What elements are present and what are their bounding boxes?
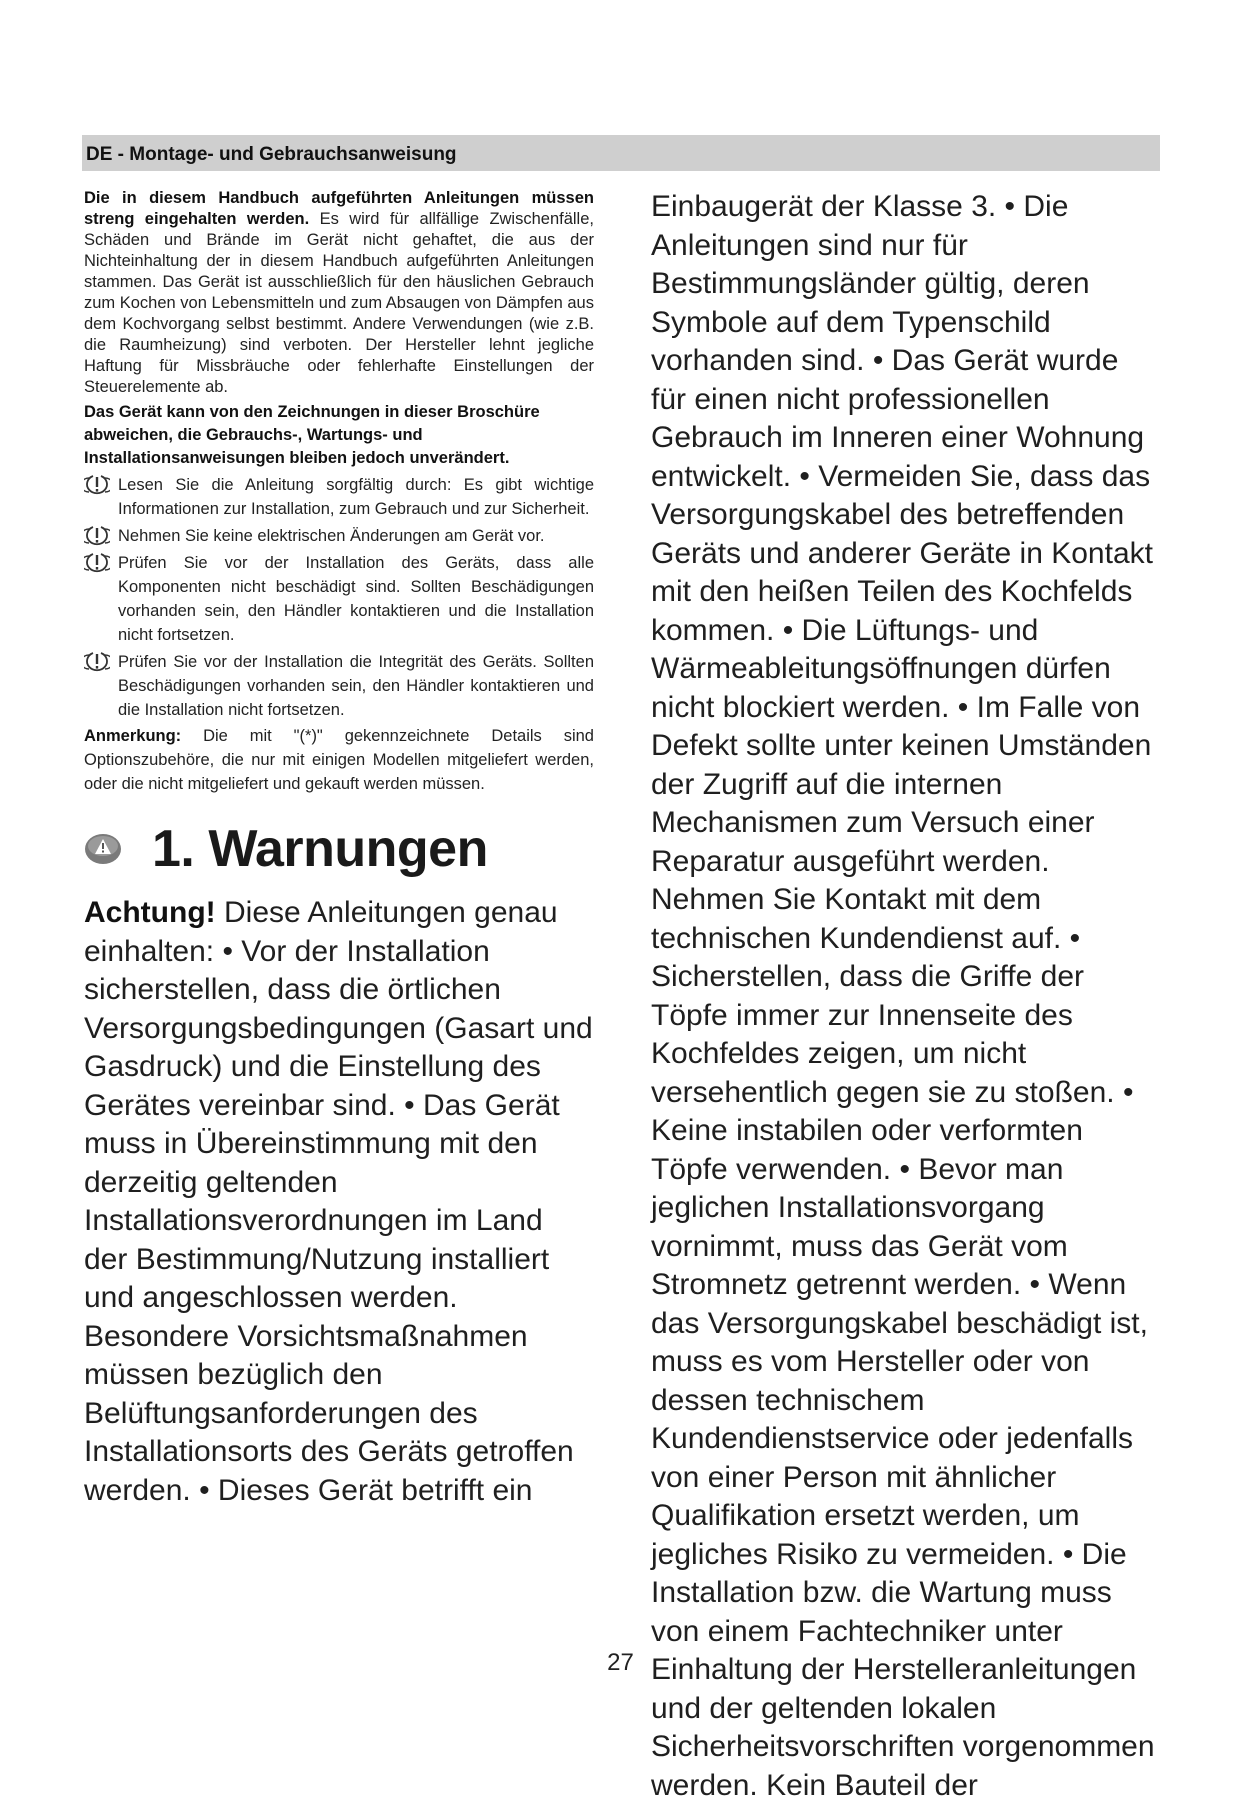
warning-text: Lesen Sie die Anleitung sorgfältig durch: Es gibt wichtige Informationen zur Installation, zum Gebrauch und zur Sicherheit. <box>118 476 594 518</box>
warning-item <box>84 473 594 521</box>
warning-item <box>84 551 594 647</box>
warnings-left-text: Diese Anleitungen genau einhalten: • Vor der Installation sicherstellen, dass die örtlichen Versorgungsbedingungen (Gasart und Gasdruck) und die Einstellung des Gerätes vereinbar sind. • Das Gerät muss in Übereinstimmung mit den derzeitig geltenden Installationsverordnungen im Land der Bestimmung/Nutzung installiert und angeschlossen werden. Besondere Vorsichtsmaßnahmen müssen bezüglich den Belüftungsanforderungen des Installationsorts des Geräts getroffen werden. • Dieses Gerät betrifft ein <box>84 896 593 1507</box>
caution-icon <box>84 525 110 547</box>
warning-text: Prüfen Sie vor der Installation des Geräts, dass alle Komponenten nicht beschädigt sind. Sollten Beschädigungen vorhanden sein, den Händler kontaktieren und die Installation nicht fortsetzen. <box>118 554 594 644</box>
attention-lead: Achtung! <box>84 896 216 929</box>
caution-icon <box>84 474 110 496</box>
intro-text: Es wird für allfällige Zwischenfälle, Schäden und Brände im Gerät nicht gehaftet, die aus der Nichteinhaltung der in diesem Handbuch aufgeführten Anleitungen stammen. Das Gerät ist ausschließlich für den häuslichen Gebrauch zum Kochen von Lebensmitteln und zum Absaugen von Dämpfen aus dem Kochvorgang selbst bestimmt. Andere Verwendungen (wie z.B. die Raumheizung) sind verboten. Der Hersteller lehnt jegliche Haftung für Missbräuche oder fehlerhafte Einstellungen der Steuerelemente ab. <box>84 210 594 396</box>
header-title: DE - Montage- und Gebrauchsanweisung <box>86 144 457 165</box>
caution-icon <box>84 552 110 574</box>
section-header-bar <box>82 135 1160 171</box>
note-label: Anmerkung: <box>84 727 182 745</box>
drawings-notice: Das Gerät kann von den Zeichnungen in dieser Broschüre abweichen, die Gebrauchs-, Wartungs- und Installationsanweisungen bleiben jedoch unverändert. <box>84 403 540 467</box>
note-paragraph <box>84 724 594 796</box>
intro-paragraph <box>84 188 594 398</box>
intro-bold-lead: Die in diesem Handbuch aufgeführten Anleitungen müssen streng eingehalten werden. <box>84 189 594 228</box>
section-heading <box>84 812 594 886</box>
warning-item <box>84 524 594 548</box>
section-title: 1. Warnungen <box>152 820 488 878</box>
right-column <box>651 188 1161 1805</box>
left-column <box>84 188 594 1510</box>
warnings-body-left <box>84 894 594 1510</box>
warning-text: Nehmen Sie keine elektrischen Änderungen am Gerät vor. <box>118 527 545 545</box>
page-number: 27 <box>607 1649 634 1676</box>
warning-triangle-icon <box>84 830 122 868</box>
warning-item <box>84 650 594 722</box>
warnings-body-right: Einbaugerät der Klasse 3. • Die Anleitungen sind nur für Bestimmungsländer gültig, deren Symbole auf dem Typenschild vorhanden sind. • Das Gerät wurde für einen nicht professionellen Gebrauch im Inneren einer Wohnung entwickelt. • Vermeiden Sie, dass das Versorgungskabel des betreffenden Geräts und anderer Geräte in Kontakt mit den heißen Teilen des Kochfelds kommen. • Die Lüftungs- und Wärmeableitungsöffnungen dürfen nicht blockiert werden. • Im Falle von Defekt sollte unter keinen Umständen der Zugriff auf die internen Mechanismen zum Versuch einer Reparatur ausgeführt werden. Nehmen Sie Kontakt mit dem technischen Kundendienst auf. • Sicherstellen, dass die Griffe der Töpfe immer zur Innenseite des Kochfeldes zeigen, um nicht versehentlich gegen sie zu stoßen. • Keine instabilen oder verformten Töpfe verwenden. • Bevor man jeglichen Installationsvorgang vornimmt, muss das Gerät vom Stromnetz getrennt werden. • Wenn das Versorgungskabel beschädigt ist, muss es vom Hersteller oder von dessen technischem Kundendienstservice oder jedenfalls von einer Person mit ähnlicher Qualifikation ersetzt werden, um jegliches Risiko zu vermeiden. • Die Installation bzw. die Wartung muss von einem Fachtechniker unter Einhaltung der Herstelleranleitungen und der geltenden lokalen Sicherheitsvorschriften vorgenommen werden. Kein Bauteil der <box>651 190 1155 1802</box>
note-text: Die mit "(*)" gekennzeichnete Details sind Optionszubehöre, die nur mit einigen Modellen mitgeliefert werden, oder die nicht mitgeliefert und gekauft werden müssen. <box>84 727 594 793</box>
caution-icon <box>84 651 110 673</box>
warning-text: Prüfen Sie vor der Installation die Integrität des Geräts. Sollten Beschädigungen vorhanden sein, den Händler kontaktieren und die Installation nicht fortsetzen. <box>118 653 594 719</box>
